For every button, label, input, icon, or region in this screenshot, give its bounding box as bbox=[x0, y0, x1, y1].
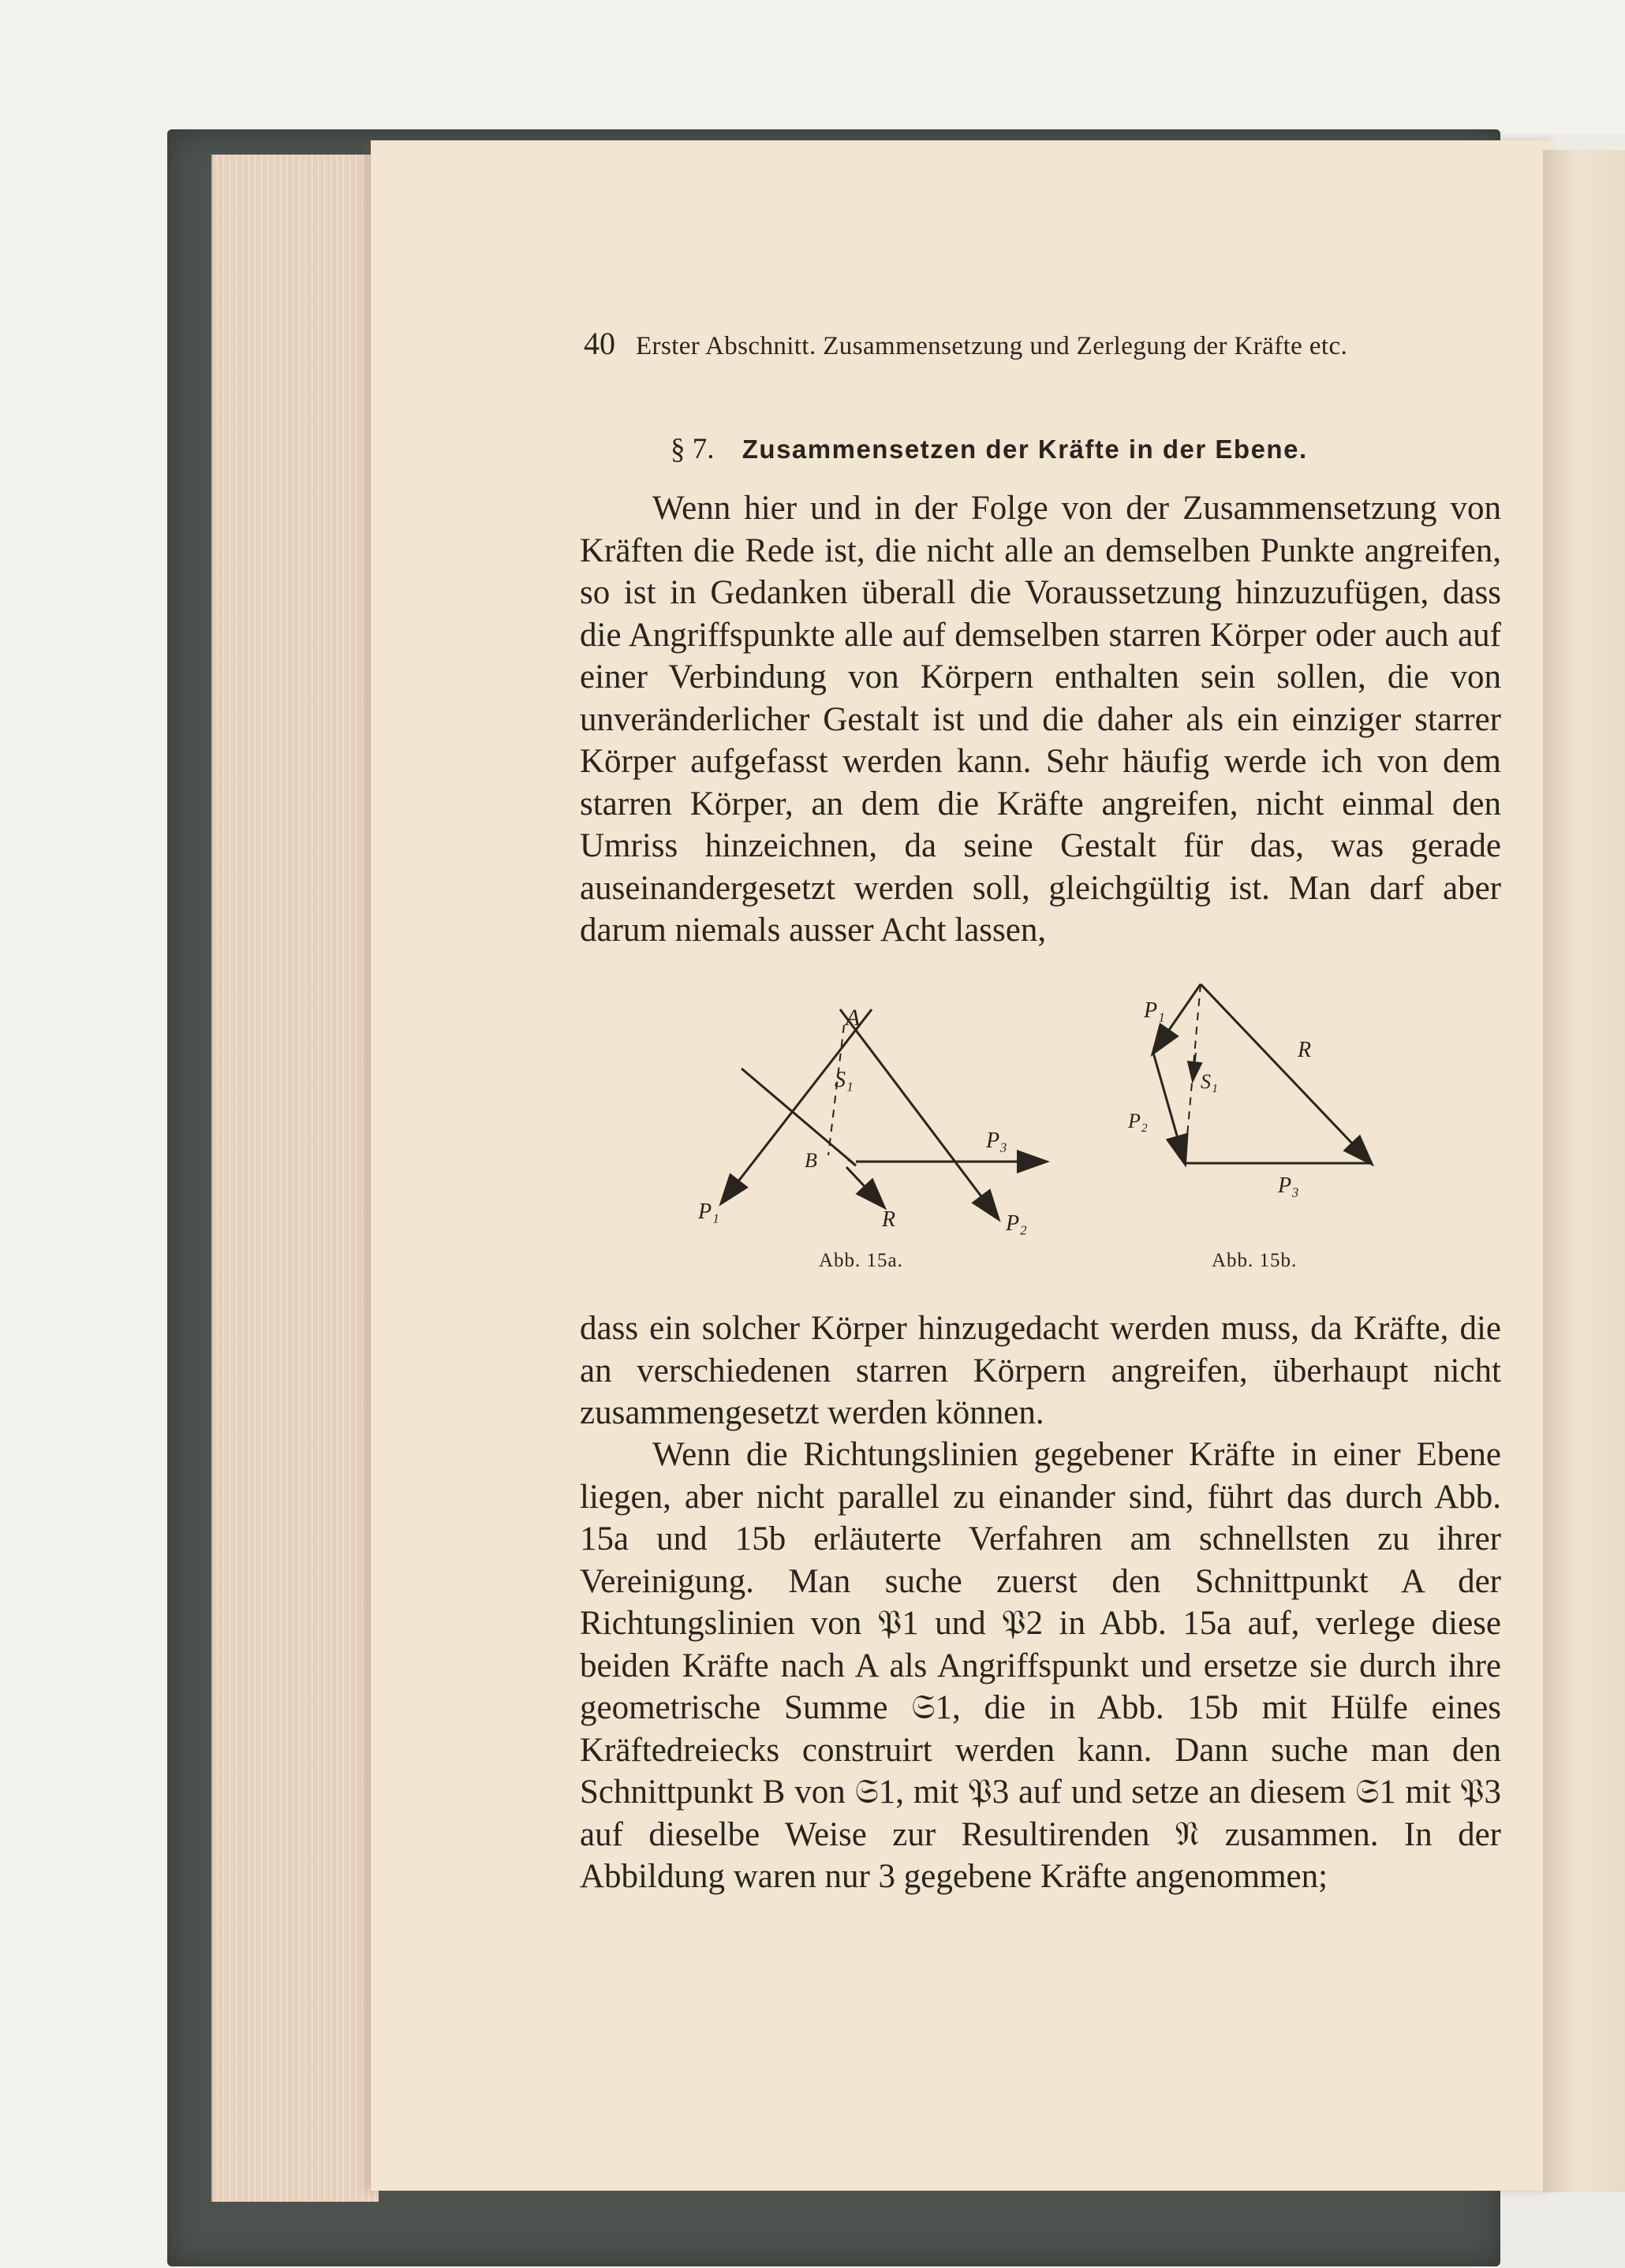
label-R-a: R bbox=[882, 1207, 896, 1232]
page-edges bbox=[211, 155, 379, 2202]
paragraph-1-text: Wenn hier und in der Folge von der Zusammensetzung von Kräften die Rede ist, die nicht alle an demselben Punkte angreifen, so ist in Gedanken überall die Voraussetzung hinzuzufügen, dass die Angriffspunkte alle auf demselben starren Körper oder auch auf einer Verbindung von Körpern enthalten sein sollen, die von unveränderlicher Gestalt ist und die daher als ein einziger starrer Körper aufgefasst werden kann. Sehr häufig werde ich von dem starren Körper, an dem die Kräfte angreifen, nicht einmal den Umriss hinzeichnen, da seine Gestalt für das, was gerade auseinandergesetzt werden soll, gleichgültig ist. Man darf aber darum niemals ausser Acht lassen, bbox=[580, 490, 1501, 949]
page-gutter bbox=[1543, 150, 1625, 2192]
label-S1-a: S₁ bbox=[835, 1068, 854, 1092]
section-heading bbox=[671, 432, 1308, 466]
page-number: 40 bbox=[584, 326, 615, 361]
label-B: B bbox=[805, 1149, 817, 1172]
label-P3-a: P₃ bbox=[986, 1128, 1007, 1153]
running-head-title: Erster Abschnitt. Zusammensetzung und Zerlegung der Kräfte etc. bbox=[636, 332, 1348, 360]
line-resultant bbox=[846, 1167, 883, 1207]
label-P1-a: P₁ bbox=[698, 1199, 719, 1224]
label-S1-b: S₁ bbox=[1201, 1070, 1219, 1093]
line-r bbox=[722, 1009, 872, 1203]
paragraph-3 bbox=[580, 1434, 1501, 1898]
line-p2-b bbox=[1153, 1053, 1185, 1163]
line-p1-arrow bbox=[848, 1159, 856, 1166]
paragraph-3-text: Wenn die Richtungslinien gegebener Kräfte in einer Ebene liegen, aber nicht parallel zu einander sind, führt das durch Abb. 15a und 15b erläuterte Verfahren am schnellsten zu ihrer Vereinigung. Man suche zuerst den Schnittpunkt A der Richtungslinien von 𝔓1 und 𝔓2 in Abb. 15a auf, verlege diese beiden Kräfte nach A als Angriffspunkt und ersetze sie durch ihre geometrische Summe 𝔖1, die in Abb. 15b mit Hülfe eines Kräftedreiecks construirt werden kann. Dann suche man den Schnittpunkt B von 𝔖1, mit 𝔓3 auf und setze an diesem 𝔖1 mit 𝔓3 auf dieselbe Weise zur Resultirenden 𝔑 zusammen. In der Abbildung waren nur 3 gegebene Kräfte angenommen; bbox=[580, 1436, 1501, 1895]
label-P2-a: P₂ bbox=[1006, 1211, 1027, 1236]
caption-15a: Abb. 15a. bbox=[819, 1250, 903, 1271]
label-P1-b: P₁ bbox=[1144, 998, 1165, 1023]
caption-15b: Abb. 15b. bbox=[1212, 1250, 1298, 1271]
running-header bbox=[584, 325, 1507, 362]
paragraph-1 bbox=[580, 487, 1501, 952]
paragraph-2-text: dass ein solcher Körper hinzugedacht werden muss, da Kräfte, die an verschiedenen starren Körpern angreifen, überhaupt nicht zusammengesetzt werden können. bbox=[580, 1310, 1501, 1431]
section-title: Zusammensetzen der Kräfte in der Ebene. bbox=[742, 435, 1308, 464]
label-R-b: R bbox=[1298, 1038, 1312, 1062]
label-A: A bbox=[846, 1005, 861, 1031]
section-mark: § 7. bbox=[671, 433, 715, 465]
figure-15b bbox=[1120, 978, 1388, 1214]
line-r-b bbox=[1201, 984, 1371, 1163]
paragraph-2 bbox=[580, 1307, 1501, 1434]
label-P3-b: P₃ bbox=[1278, 1173, 1299, 1198]
figure-15a bbox=[694, 978, 1057, 1238]
label-P2-b: P₂ bbox=[1128, 1110, 1148, 1132]
